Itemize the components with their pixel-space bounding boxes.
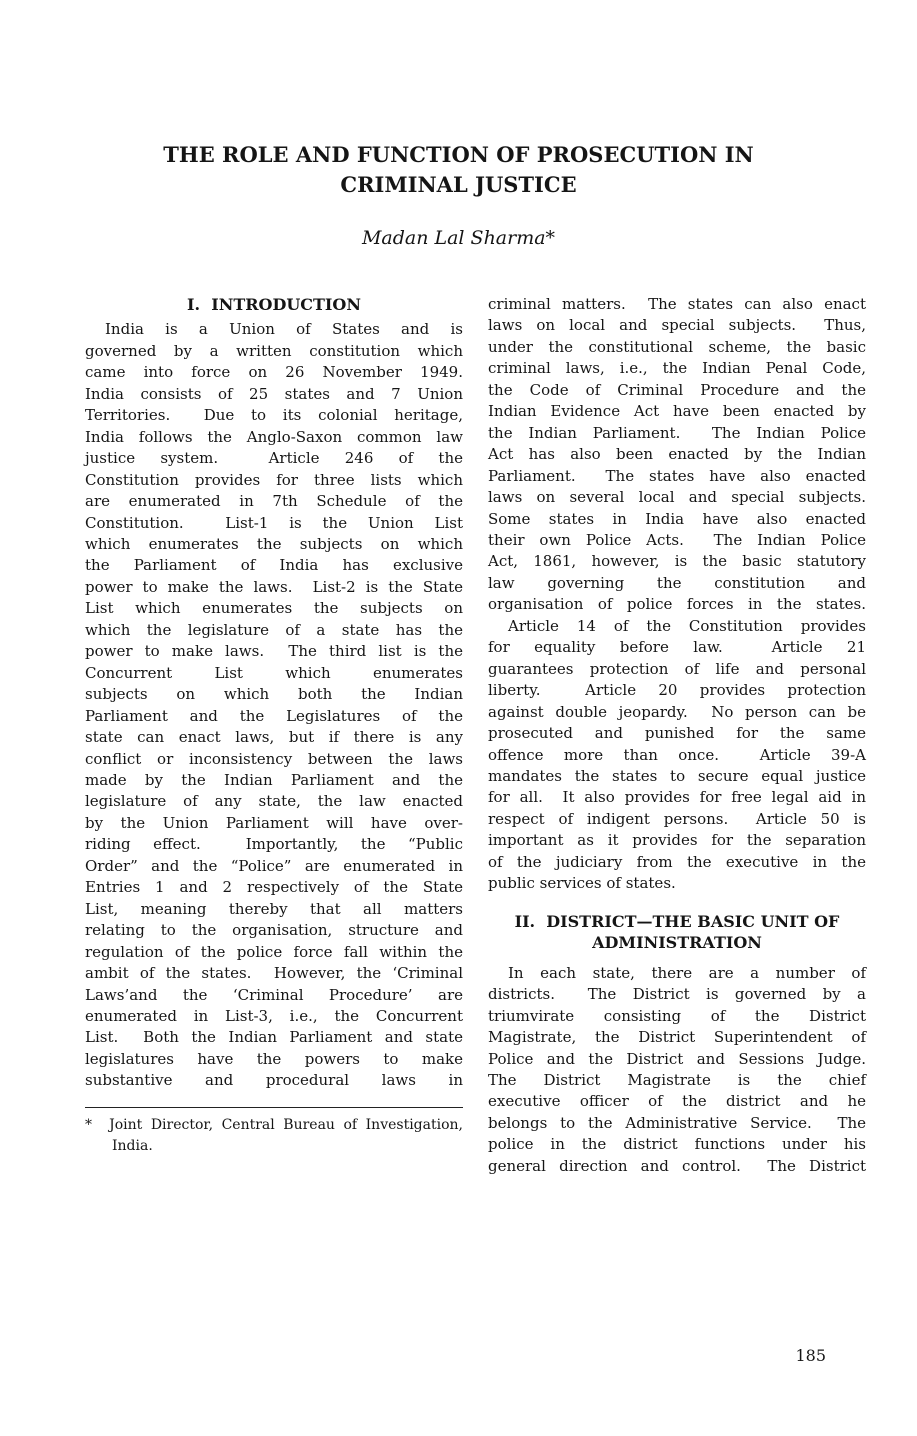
- text-line: Parliament and the Legislatures of the: [85, 706, 463, 725]
- text-line: India is a Union of States and is: [105, 320, 463, 339]
- text-line: for all. It also provides for free legal aid in: [488, 788, 866, 807]
- text-line: organisation of police forces in the states.: [488, 595, 866, 614]
- text-line: Parliament. The states have also enacted: [488, 466, 866, 485]
- text-line: List, meaning thereby that all matters: [85, 899, 463, 918]
- paper-title-line2: CRIMINAL JUSTICE: [340, 172, 577, 197]
- text-line: came into force on 26 November 1949.: [85, 363, 463, 382]
- left-column: [85, 294, 463, 1177]
- text-line: relating to the organisation, structure and: [85, 921, 463, 940]
- text-line: under the constitutional scheme, the basic: [488, 337, 866, 356]
- text-line: important as it provides for the separation: [488, 831, 866, 850]
- text-line: which enumerates the subjects on which: [85, 534, 463, 553]
- text-line: Order” and the “Police” are enumerated in: [85, 856, 463, 875]
- text-line: Some states in India have also enacted: [488, 509, 866, 528]
- text-line: Article 14 of the Constitution provides: [508, 616, 866, 635]
- text-line: general direction and control. The District: [488, 1156, 866, 1175]
- text-line: Indian Evidence Act have been enacted by: [488, 402, 866, 421]
- text-line: criminal laws, i.e., the Indian Penal Code,: [488, 359, 866, 378]
- text-line: The District Magistrate is the chief: [488, 1070, 866, 1089]
- footnote-line2: India.: [112, 1137, 153, 1154]
- text-line: List which enumerates the subjects on: [85, 599, 463, 618]
- text-line: the Code of Criminal Procedure and the: [488, 380, 866, 399]
- section-heading-district-line1: II. DISTRICT—THE BASIC UNIT OF: [514, 911, 840, 931]
- text-line: List. Both the Indian Parliament and state: [85, 1028, 463, 1047]
- text-line: guarantees protection of life and personal: [488, 659, 866, 678]
- district-paragraph: [488, 963, 866, 1178]
- text-line: executive officer of the district and he: [488, 1092, 866, 1111]
- text-line: legislature of any state, the law enacted: [85, 792, 463, 811]
- text-line: In each state, there are a number of: [508, 963, 866, 982]
- section-heading-introduction: I. INTRODUCTION: [187, 295, 361, 314]
- text-line: offence more than once. Article 39-A: [488, 745, 866, 764]
- text-line: Entries 1 and 2 respectively of the State: [85, 878, 463, 897]
- text-line: respect of indigent persons. Article 50 is: [488, 809, 866, 828]
- paper-title: [0, 140, 917, 200]
- text-line: Constitution provides for three lists which: [85, 470, 463, 489]
- text-line: of the judiciary from the executive in the: [488, 852, 866, 871]
- text-line: Act has also been enacted by the Indian: [488, 445, 866, 464]
- text-line: are enumerated in 7th Schedule of the: [85, 492, 463, 511]
- text-line: public services of states.: [488, 874, 676, 893]
- text-line: belongs to the Administrative Service. The: [488, 1113, 866, 1132]
- text-line: which the legislature of a state has the: [85, 620, 463, 639]
- text-line: laws on local and special subjects. Thus,: [488, 316, 866, 335]
- text-line: the Parliament of India has exclusive: [85, 556, 463, 575]
- text-line: power to make the laws. List-2 is the State: [85, 577, 463, 596]
- intro-paragraph-right: [488, 294, 866, 895]
- text-line: riding effect. Importantly, the “Public: [85, 835, 463, 854]
- text-line: by the Union Parliament will have over-: [85, 813, 463, 832]
- document-page: [0, 140, 917, 1436]
- text-line: Act, 1861, however, is the basic statutory: [488, 552, 866, 571]
- text-line: police in the district functions under his: [488, 1135, 866, 1154]
- text-line: Concurrent List which enumerates: [85, 663, 463, 682]
- text-line: power to make laws. The third list is the: [85, 642, 463, 661]
- footnote: [85, 1107, 463, 1157]
- text-line: made by the Indian Parliament and the: [85, 770, 463, 789]
- text-line: ambit of the states. However, the ‘Criminal: [85, 964, 463, 983]
- section-heading-district: [488, 911, 866, 954]
- text-line: Constitution. List-1 is the Union List: [85, 513, 463, 532]
- section-heading-district-line2: ADMINISTRATION: [592, 933, 762, 953]
- text-line: subjects on which both the Indian: [85, 685, 463, 704]
- text-line: mandates the states to secure equal justice: [488, 766, 866, 785]
- author-name: Madan Lal Sharma*: [361, 227, 556, 249]
- intro-paragraph-left: [85, 319, 463, 1091]
- text-line: laws on several local and special subjects.: [488, 488, 866, 507]
- text-line: governed by a written constitution which: [85, 341, 463, 360]
- text-line: law governing the constitution and: [488, 573, 866, 592]
- text-line: Police and the District and Sessions Judge.: [488, 1049, 866, 1068]
- text-line: against double jeopardy. No person can be: [488, 702, 866, 721]
- text-line: legislatures have the powers to make: [85, 1049, 463, 1068]
- text-line: Laws’and the ‘Criminal Procedure’ are: [85, 985, 463, 1004]
- text-line: India follows the Anglo-Saxon common law: [85, 427, 463, 446]
- text-line: triumvirate consisting of the District: [488, 1006, 866, 1025]
- text-line: the Indian Parliament. The Indian Police: [488, 423, 866, 442]
- text-line: their own Police Acts. The Indian Police: [488, 530, 866, 549]
- text-line: liberty. Article 20 provides protection: [488, 681, 866, 700]
- text-line: conflict or inconsistency between the laws: [85, 749, 463, 768]
- text-line: Magistrate, the District Superintendent of: [488, 1028, 866, 1047]
- text-line: for equality before law. Article 21: [488, 638, 866, 657]
- footnote-line1: * Joint Director, Central Bureau of Investigation,: [85, 1116, 463, 1133]
- right-column: [488, 294, 866, 1177]
- paper-title-line1: THE ROLE AND FUNCTION OF PROSECUTION IN: [163, 142, 754, 167]
- text-line: justice system. Article 246 of the: [85, 449, 463, 468]
- text-line: Territories. Due to its colonial heritage,: [85, 406, 463, 425]
- two-column-body: [85, 294, 866, 1177]
- text-line: criminal matters. The states can also enact: [488, 295, 866, 313]
- text-line: state can enact laws, but if there is any: [85, 728, 463, 747]
- text-line: regulation of the police force fall within the: [85, 942, 463, 961]
- text-line: prosecuted and punished for the same: [488, 724, 866, 743]
- text-line: districts. The District is governed by a: [488, 985, 866, 1004]
- text-line: India consists of 25 states and 7 Union: [85, 384, 463, 403]
- text-line: enumerated in List-3, i.e., the Concurrent: [85, 1006, 463, 1025]
- page-number: 185: [795, 1346, 826, 1365]
- text-line: substantive and procedural laws in: [85, 1071, 463, 1090]
